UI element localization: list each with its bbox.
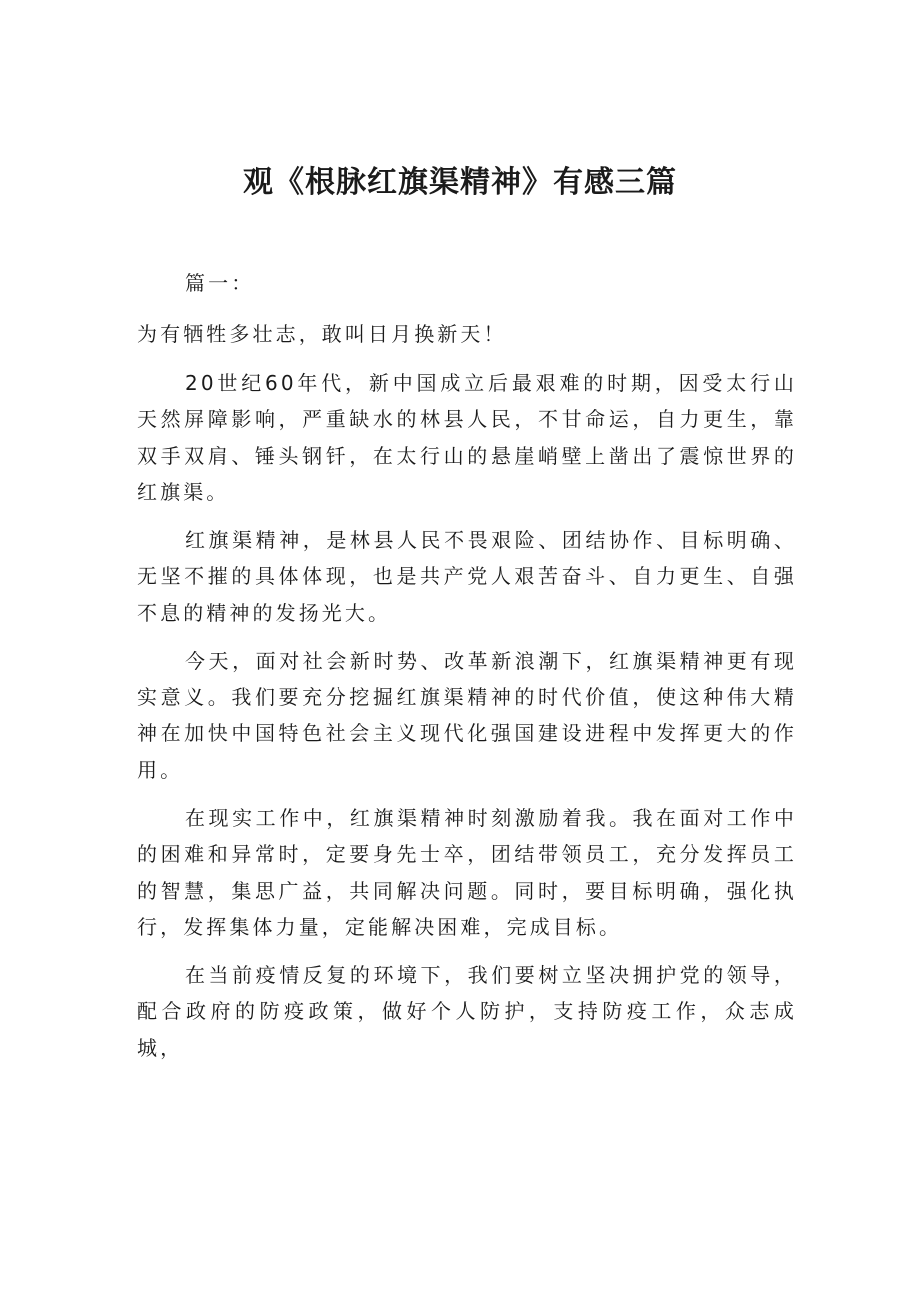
paragraph: 红旗渠精神，是林县人民不畏艰险、团结协作、目标明确、无坚不摧的具体体现，也是共产党人艰苦奋斗、自力更生、自强不息的精神的发扬光大。 [137,527,797,625]
document-title: 观《根脉红旗渠精神》有感三篇 [243,165,677,200]
paragraph: 20世纪60年代，新中国成立后最艰难的时期，因受太行山天然屏障影响，严重缺水的林县人民，不甘命运，自力更生，靠双手双肩、锤头钢钎，在太行山的悬崖峭壁上凿出了震惊世界的红旗渠。 [137,370,797,505]
document-body [137,265,797,1066]
section-label: 篇一： [185,271,255,295]
paragraph: 在当前疫情反复的环境下，我们要树立坚决拥护党的领导，配合政府的防疫政策，做好个人防护，支持防疫工作，众志成城， [137,962,797,1060]
paragraph: 为有牺牲多壮志，敢叫日月换新天！ [137,321,507,346]
paragraph: 今天，面对社会新时势、改革新浪潮下，红旗渠精神更有现实意义。我们要充分挖掘红旗渠精神的时代价值，使这种伟大精神在加快中国特色社会主义现代化强国建设进程中发挥更大的作用。 [137,648,797,782]
paragraph: 在现实工作中，红旗渠精神时刻激励着我。我在面对工作中的困难和异常时，定要身先士卒，团结带领员工，充分发挥员工的智慧，集思广益，共同解决问题。同时，要目标明确，强化执行，发挥集体力量，定能解决困难，完成目标。 [137,805,797,939]
